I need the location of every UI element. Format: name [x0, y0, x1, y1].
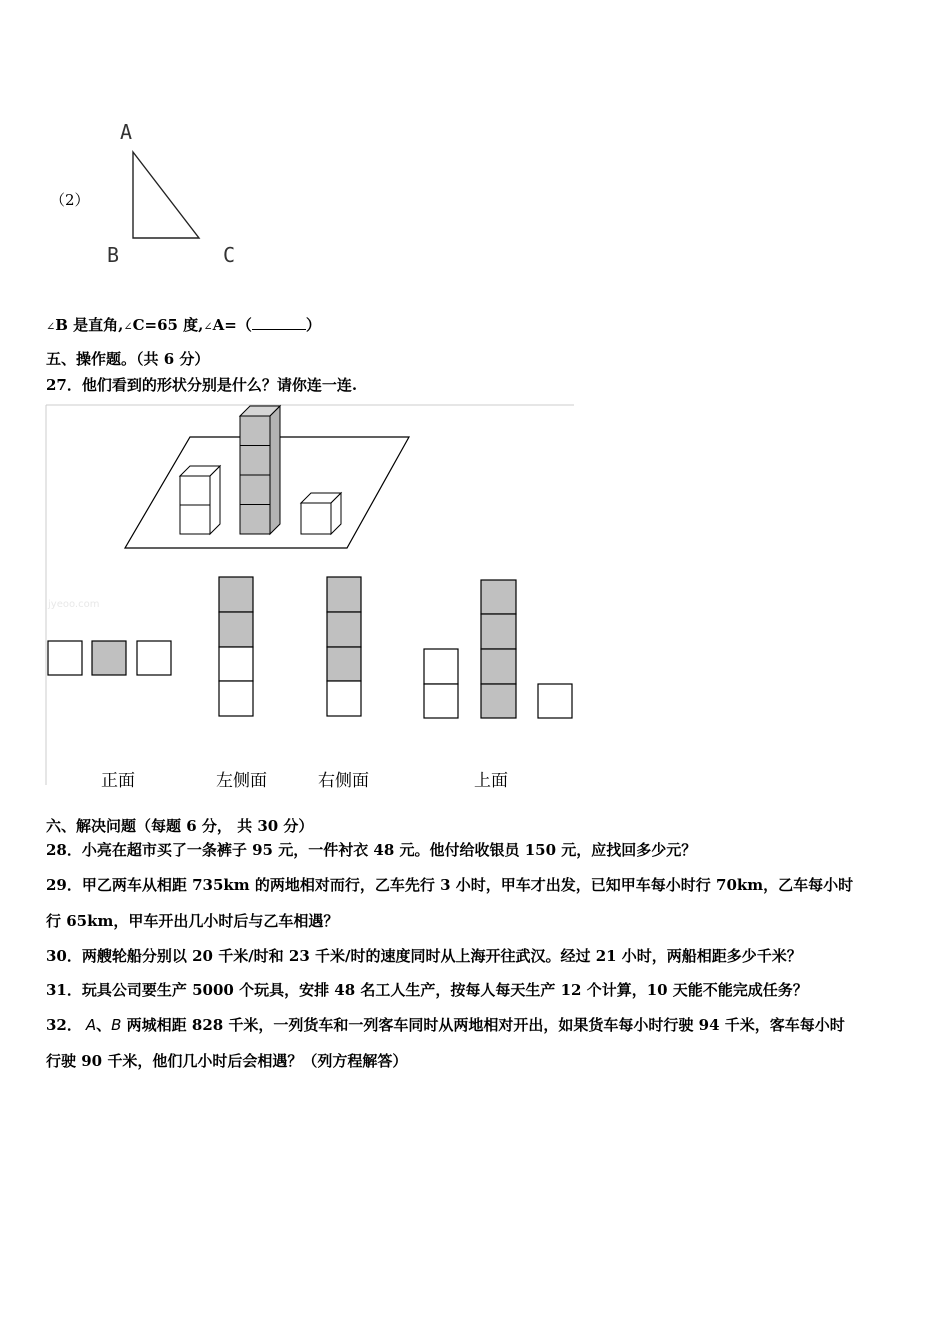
view-right — [327, 577, 361, 716]
cube-stack-right — [301, 493, 341, 534]
question-28: 28．小亮在超市买了一条裤子 95 元，一件衬衣 48 元。他付给收银员 150 元，应找回多少元？ — [46, 841, 697, 859]
view-top — [424, 580, 572, 718]
vertex-label-c: C — [223, 243, 236, 267]
vertex-label-a: A — [120, 120, 133, 144]
question-31: 31．玩具公司要生产 5000 个玩具，安排 48 名工人生产，按每人每天生产 12 个计算，10 天能不能完成任务？ — [46, 981, 808, 999]
section-5-title: 五、操作题。（共 6 分） — [46, 350, 210, 368]
vertex-label-b: B — [107, 243, 120, 267]
question-30: 30．两艘轮船分别以 20 千米/时和 23 千米/时的速度同时从上海开往武汉。经过 21 小时，两船相距多少千米？ — [46, 947, 802, 965]
question-29-line-2: 行 65km，甲车开出几小时后与乙车相遇？ — [46, 912, 339, 930]
cube-stack-left — [180, 466, 220, 534]
answer-blank[interactable] — [252, 315, 306, 330]
label-front-view: 正面 — [101, 771, 135, 791]
question-32-line-1: 32． A、B 两城相距 828 千米，一列货车和一列客车同时从两地相对开出，如果货车每小时行驶 94 千米，客车每小时 — [46, 1016, 845, 1034]
city-b-label: B — [111, 1016, 122, 1034]
angle-question: ∠B 是直角,∠C=65 度,∠A=（ ） — [46, 316, 321, 334]
view-front — [48, 641, 171, 675]
view-left — [219, 577, 253, 716]
right-triangle — [133, 152, 199, 238]
sub-question-label: （2） — [50, 191, 90, 209]
label-top-view: 上面 — [474, 771, 508, 791]
city-a-label: A — [85, 1016, 97, 1034]
angle-icon: ∠ — [203, 320, 213, 333]
cube-stack-middle — [240, 406, 280, 534]
question-32-line-2: 行驶 90 千米，他们几小时后会相遇？（列方程解答） — [46, 1052, 408, 1070]
label-left-view: 左侧面 — [216, 771, 267, 791]
angle-icon: ∠ — [123, 320, 133, 333]
label-right-view: 右侧面 — [318, 771, 369, 791]
question-29-line-1: 29．甲乙两车从相距 735km 的两地相对而行，乙车先行 3 小时，甲车才出发，已知甲车每小时行 70km，乙车每小时 — [46, 876, 854, 894]
angle-icon: ∠ — [46, 320, 56, 333]
base-plane — [125, 437, 409, 548]
section-6-title: 六、解决问题（每题 6 分， 共 30 分） — [46, 817, 314, 835]
watermark-text: jyeoo.com — [48, 599, 100, 610]
question-27: 27．他们看到的形状分别是什么？请你连一连. — [46, 376, 358, 394]
